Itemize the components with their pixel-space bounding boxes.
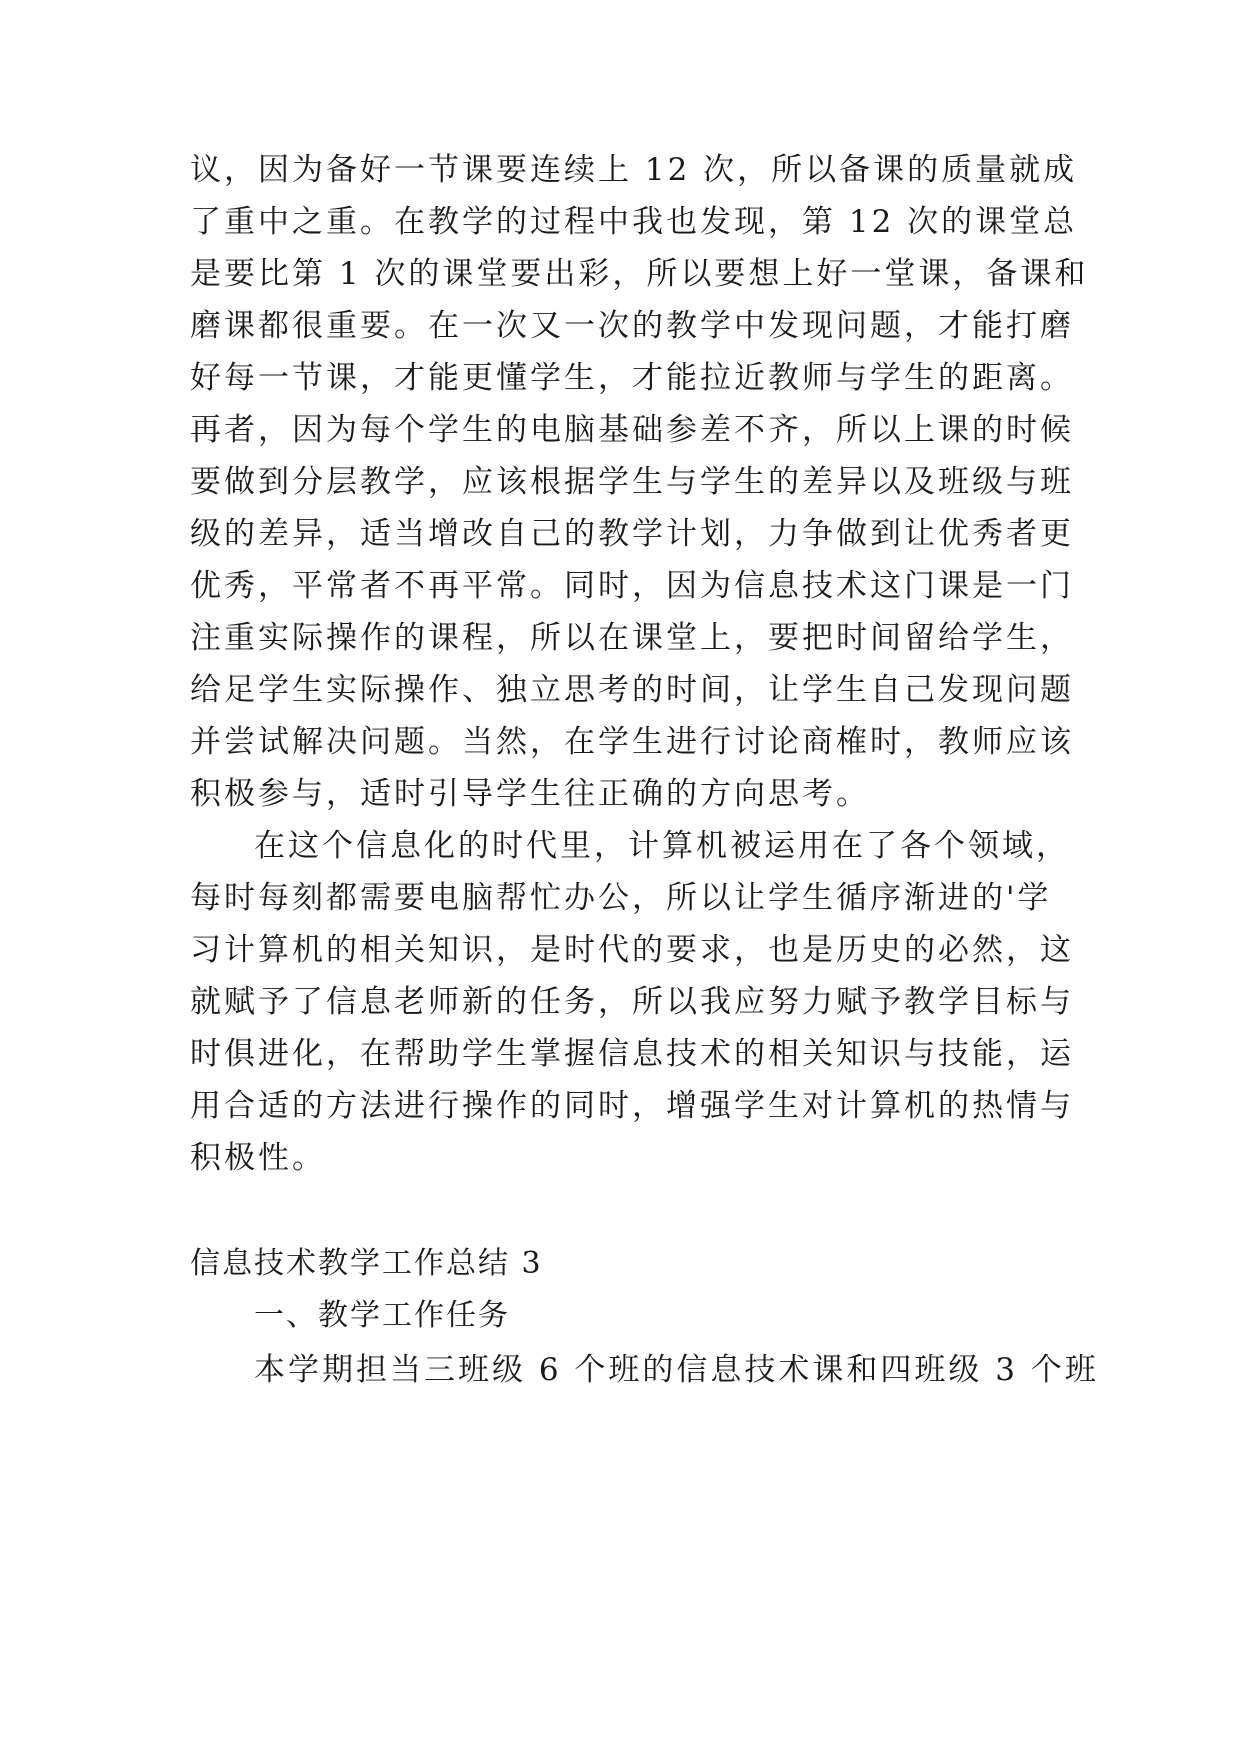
- paragraph-line: 再者，因为每个学生的电脑基础参差不齐，所以上课的时候: [190, 412, 1074, 448]
- paragraph-line: 给足学生实际操作、独立思考的时间，让学生自己发现问题: [190, 672, 1074, 708]
- paragraph-line: 用合适的方法进行操作的同时，增强学生对计算机的热情与: [190, 1088, 1074, 1124]
- paragraph-line: 在这个信息化的时代里，计算机被运用在了各个领域，: [254, 828, 1070, 864]
- paragraph-line: 级的差异，适当增改自己的教学计划，力争做到让优秀者更: [190, 516, 1074, 552]
- paragraph-line: 每时每刻都需要电脑帮忙办公，所以让学生循序渐进的'学: [190, 880, 1052, 916]
- paragraph-line: 时俱进化，在帮助学生掌握信息技术的相关知识与技能，运: [190, 1036, 1074, 1072]
- paragraph-line: 是要比第 1 次的课堂要出彩，所以要想上好一堂课，备课和: [190, 256, 1089, 292]
- subsection-title: 一、教学工作任务: [254, 1298, 510, 1333]
- section-title: 信息技术教学工作总结 3: [190, 1246, 543, 1281]
- paragraph-line: 积极性。: [190, 1140, 326, 1176]
- paragraph-line: 就赋予了信息老师新的任务，所以我应努力赋予教学目标与: [190, 984, 1074, 1020]
- paragraph-line: 磨课都很重要。在一次又一次的教学中发现问题，才能打磨: [190, 308, 1074, 344]
- paragraph-line: 本学期担当三班级 6 个班的信息技术课和四班级 3 个班: [254, 1352, 1099, 1388]
- paragraph-line: 了重中之重。在教学的过程中我也发现，第 12 次的课堂总: [190, 204, 1078, 240]
- paragraph-line: 积极参与，适时引导学生往正确的方向思考。: [190, 776, 870, 812]
- paragraph-line: 优秀，平常者不再平常。同时，因为信息技术这门课是一门: [190, 568, 1074, 604]
- paragraph-line: 议，因为备好一节课要连续上 12 次，所以备课的质量就成: [190, 152, 1078, 188]
- paragraph-line: 好每一节课，才能更懂学生，才能拉近教师与学生的距离。: [190, 360, 1074, 396]
- paragraph-line: 注重实际操作的课程，所以在课堂上，要把时间留给学生，: [190, 620, 1074, 656]
- paragraph-line: 并尝试解决问题。当然，在学生进行讨论商榷时，教师应该: [190, 724, 1074, 760]
- paragraph-line: 习计算机的相关知识，是时代的要求，也是历史的必然，这: [190, 932, 1074, 968]
- paragraph-line: 要做到分层教学，应该根据学生与学生的差异以及班级与班: [190, 464, 1074, 500]
